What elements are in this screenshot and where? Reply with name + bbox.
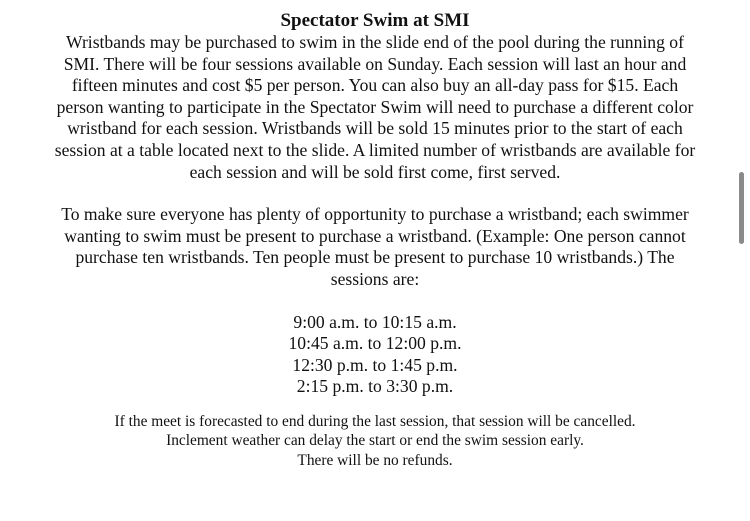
purchase-rules-paragraph: To make sure everyone has plenty of opportunity to purchase a wristband; each swimmer wanting to swim must be present to purchase a wristband. (Example: One person cannot purchase ten wristbands. Ten people must be present to purchase 10 wristbands.) The sessions are: [61,204,689,289]
notes-section [50,412,700,471]
session-item: 9:00 a.m. to 10:15 a.m. [293,311,457,332]
weather-note: Inclement weather can delay the start or end the swim session early. [166,432,584,450]
session-item: 12:30 p.m. to 1:45 p.m. [292,354,458,375]
session-item: 2:15 p.m. to 3:30 p.m. [296,376,454,397]
intro-paragraph: Wristbands may be purchased to swim in the slide end of the pool during the running of SMI. There will be four sessions available on Sunday. Each session will last an hour and fifteen minutes and cost $5 per person. You can also buy an all-day pass for $15. Each person wanting to participate in the Spectator Swim will need to purchase a different color wristband for each session. Wristbands will be sold 15 minutes prior to the start of each session at a table located next to the slide. A limited number of wristbands are available for each session and will be sold first come, first served. [54,32,696,182]
document-body [50,10,700,470]
cancellation-note: If the meet is forecasted to end during the last session, that session will be cancelled. [114,412,636,430]
session-item: 10:45 a.m. to 12:00 p.m. [288,333,462,354]
document-title: Spectator Swim at SMI [280,10,470,31]
vertical-scrollbar-thumb[interactable] [739,172,744,244]
session-list [50,312,700,398]
refund-note: There will be no refunds. [297,451,453,469]
